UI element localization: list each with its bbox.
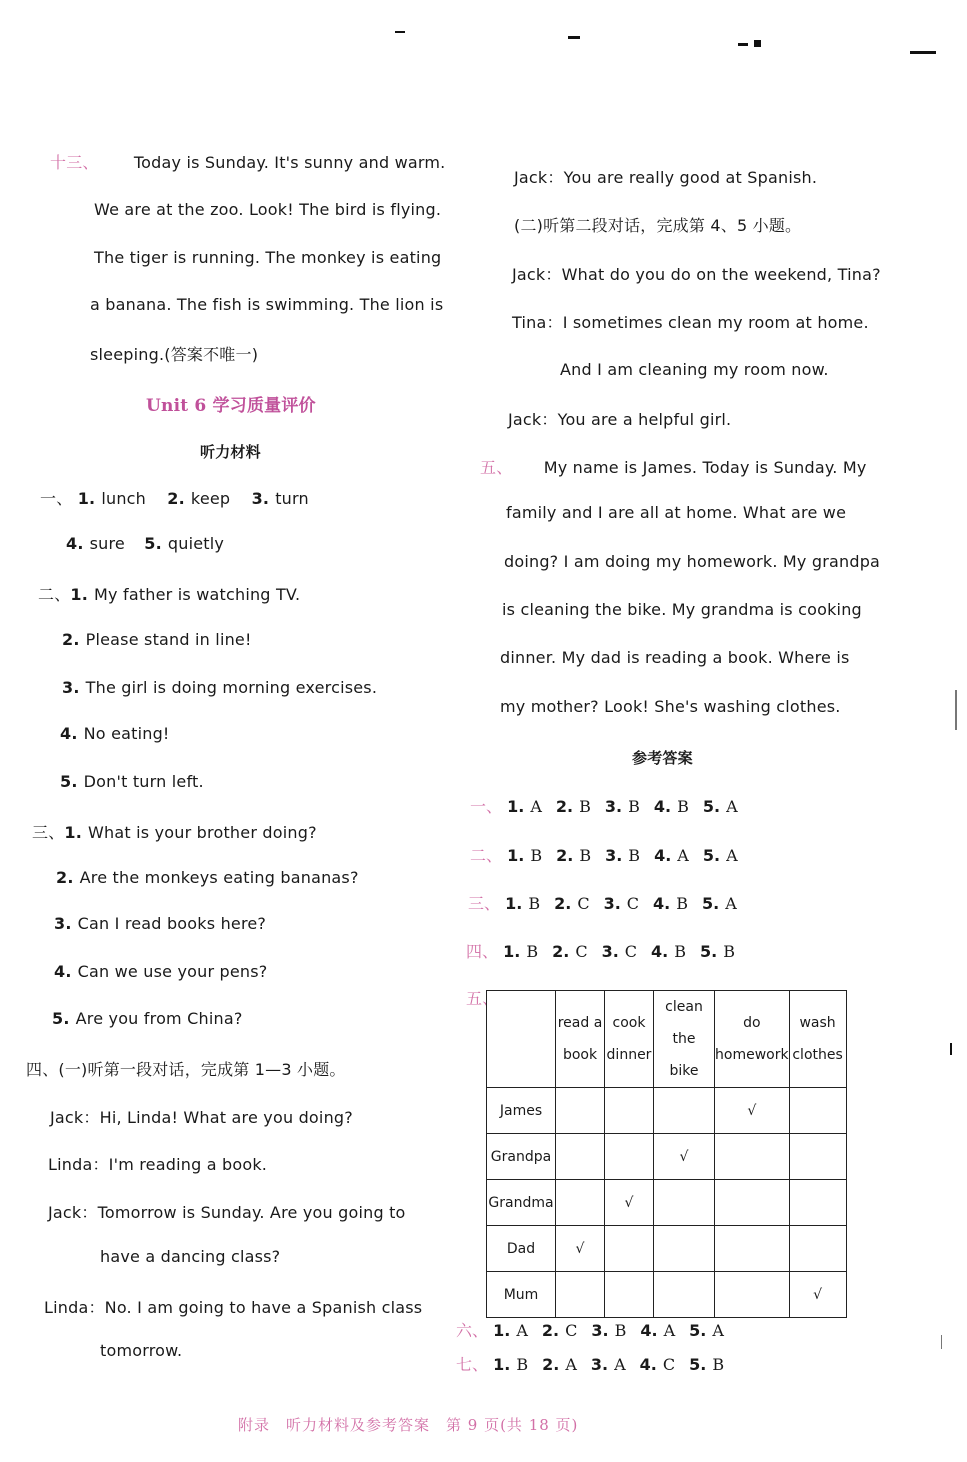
check-cell <box>605 1226 654 1272</box>
scan-mark <box>395 31 405 33</box>
column-header: read a book <box>556 991 605 1088</box>
check-cell <box>556 1134 605 1180</box>
answer-value: A <box>677 846 689 865</box>
item-text: turn <box>275 489 309 508</box>
answer-value: B <box>614 1321 627 1340</box>
answer-row <box>470 794 752 817</box>
item-text: Can we use your pens? <box>77 962 268 981</box>
item-text: Are you from China? <box>75 1009 243 1028</box>
intro-text: (一)听第一段对话，完成第 1—3 小题。 <box>58 1060 346 1079</box>
check-cell <box>605 1088 654 1134</box>
speaker: Jack： <box>50 1108 100 1127</box>
item-number: 1. <box>503 942 521 961</box>
item-text: Can I read books here? <box>77 914 267 933</box>
item-text: keep <box>190 489 231 508</box>
scan-mark <box>941 1335 942 1349</box>
item-number: 5. <box>144 534 162 553</box>
answer-value: B <box>676 894 689 913</box>
item-number: 3. <box>62 678 80 697</box>
check-cell <box>556 1272 605 1318</box>
column-header: cook dinner <box>605 991 654 1088</box>
answer-value: A <box>530 797 542 816</box>
row-label: Grandpa <box>487 1134 556 1180</box>
item-number: 5. <box>689 1321 707 1340</box>
column-header: do homework <box>715 991 790 1088</box>
item-number: 2. <box>56 868 74 887</box>
intro-text: (二)听第二段对话，完成第 4、5 小题。 <box>514 216 802 235</box>
check-cell: √ <box>789 1272 846 1318</box>
section-2-item-4 <box>60 724 170 743</box>
section-marker: 三、 <box>32 823 65 842</box>
check-cell: √ <box>605 1180 654 1226</box>
section-marker: 五、 <box>480 458 513 477</box>
section-marker: 一、 <box>470 797 503 816</box>
answer-value: B <box>526 942 539 961</box>
dialog-text: I sometimes clean my room at home. <box>562 313 869 332</box>
check-cell <box>715 1180 790 1226</box>
section-13 <box>50 150 445 173</box>
dialog-text: tomorrow. <box>100 1341 183 1360</box>
check-cell: √ <box>654 1134 715 1180</box>
item-text: No eating! <box>83 724 170 743</box>
row-label: Dad <box>487 1226 556 1272</box>
section-1-row-1 <box>40 486 309 509</box>
speaker: Linda： <box>48 1155 109 1174</box>
item-number: 3. <box>54 914 72 933</box>
check-cell <box>654 1088 715 1134</box>
section-2-item-2 <box>62 630 252 649</box>
answer-value: B <box>579 797 591 816</box>
item-number: 4. <box>654 846 672 865</box>
dialog-line <box>50 1105 353 1128</box>
section-marker: 四、 <box>466 942 499 961</box>
answer-value: A <box>726 797 738 816</box>
speaker: Jack： <box>48 1203 98 1222</box>
table-row <box>487 1180 847 1226</box>
dialog-line <box>100 1341 182 1360</box>
item-number: 1. <box>507 846 525 865</box>
answer-value: C <box>577 894 590 913</box>
item-number: 5. <box>702 846 721 865</box>
section-2-item-5 <box>60 772 204 791</box>
item-number: 2. <box>62 630 80 649</box>
answer-value: A <box>663 1321 676 1340</box>
section-marker: 四、 <box>26 1060 59 1079</box>
check-cell: √ <box>715 1088 790 1134</box>
section-marker: 三、 <box>468 894 501 913</box>
answer-row <box>456 1352 738 1375</box>
check-cell <box>789 1180 846 1226</box>
check-cell <box>715 1226 790 1272</box>
dialog-text: have a dancing class? <box>100 1247 281 1266</box>
answer-value: B <box>712 1355 725 1374</box>
item-number: 4. <box>653 894 671 913</box>
activity-table <box>486 990 847 1318</box>
answers-title: 参考答案 <box>632 749 693 767</box>
item-text: sure <box>89 534 125 553</box>
item-number: 3. <box>591 1321 609 1340</box>
check-cell <box>556 1180 605 1226</box>
section-3-item-4 <box>54 962 267 981</box>
section-marker: 六、 <box>456 1321 489 1340</box>
answer-row <box>456 1318 738 1341</box>
text-line: doing? I am doing my homework. My grandpa <box>504 552 881 571</box>
dialog-line <box>48 1152 267 1175</box>
answer-row <box>468 891 751 914</box>
text-line: Today is Sunday. It's sunny and warm. <box>133 153 446 172</box>
dialog-line <box>512 310 869 333</box>
item-text: quietly <box>167 534 225 553</box>
check-cell <box>789 1088 846 1134</box>
item-text: The girl is doing morning exercises. <box>85 678 378 697</box>
table-row <box>487 1088 847 1134</box>
text-line: dinner. My dad is reading a book. Where is <box>500 648 850 667</box>
check-cell <box>605 1134 654 1180</box>
item-number: 4. <box>653 797 672 816</box>
answer-value: C <box>575 942 588 961</box>
speaker: Linda： <box>44 1298 105 1317</box>
answer-value: B <box>723 942 735 961</box>
item-number: 3. <box>604 797 623 816</box>
item-number: 5. <box>700 942 718 961</box>
answer-value: A <box>725 894 737 913</box>
item-number: 5. <box>702 894 720 913</box>
item-number: 1. <box>70 585 89 604</box>
check-cell <box>789 1226 846 1272</box>
check-cell <box>715 1272 790 1318</box>
item-number: 3. <box>251 489 270 508</box>
scan-mark <box>754 40 761 47</box>
dialog-text: You are really good at Spanish. <box>563 168 818 187</box>
answer-value: A <box>614 1355 626 1374</box>
item-number: 1. <box>507 797 525 816</box>
check-cell <box>654 1180 715 1226</box>
item-number: 4. <box>639 1355 657 1374</box>
speaker: Jack： <box>514 168 564 187</box>
column-header: clean the bike <box>654 991 715 1088</box>
answer-value: C <box>662 1355 676 1374</box>
scan-mark <box>955 690 957 730</box>
table-header-row <box>487 991 847 1088</box>
dialog-line <box>560 360 829 379</box>
item-number: 4. <box>54 962 72 981</box>
dialog-line <box>44 1295 422 1318</box>
section-marker: 一、 <box>40 489 73 508</box>
item-number: 3. <box>605 846 623 865</box>
speaker: Jack： <box>508 410 558 429</box>
item-number: 2. <box>167 489 185 508</box>
answer-value: B <box>516 1355 529 1374</box>
listening-title: 听力材料 <box>200 443 261 461</box>
section-3-item-3 <box>54 914 266 933</box>
item-number: 3. <box>603 894 621 913</box>
answer-value: A <box>516 1321 528 1340</box>
column-header: wash clothes <box>789 991 846 1088</box>
item-number: 4. <box>651 942 669 961</box>
section-4-intro <box>26 1057 346 1080</box>
answer-value: C <box>626 894 640 913</box>
item-number: 2. <box>542 1355 560 1374</box>
scan-mark <box>950 1043 952 1055</box>
answer-value: C <box>565 1321 578 1340</box>
text-line: My name is James. Today is Sunday. My <box>543 458 867 477</box>
text-line: The tiger is running. The monkey is eating <box>94 248 442 267</box>
item-number: 3. <box>590 1355 609 1374</box>
answer-value: B <box>628 846 641 865</box>
section-marker: 二、 <box>38 585 71 604</box>
item-text: My father is watching TV. <box>94 585 301 604</box>
item-number: 2. <box>541 1321 560 1340</box>
answer-value: B <box>677 797 689 816</box>
text-line: sleeping.(答案不唯一) <box>90 345 259 364</box>
answer-value: A <box>565 1355 577 1374</box>
page-footer: 附录 听力材料及参考答案 第 9 页(共 18 页) <box>238 1416 579 1434</box>
check-cell <box>654 1272 715 1318</box>
dialog-text: And I am cleaning my room now. <box>560 360 829 379</box>
item-number: 1. <box>505 894 523 913</box>
item-number: 1. <box>64 823 83 842</box>
item-number: 4. <box>640 1321 658 1340</box>
answer-value: B <box>674 942 687 961</box>
text-line: family and I are all at home. What are we <box>506 503 847 522</box>
dialog-line <box>512 262 881 285</box>
item-number: 2. <box>552 942 570 961</box>
row-label: James <box>487 1088 556 1134</box>
table-row <box>487 1226 847 1272</box>
dialog-text: I'm reading a book. <box>108 1155 268 1174</box>
dialog-line <box>48 1200 406 1223</box>
item-text: What is your brother doing? <box>88 823 317 842</box>
item-number: 5. <box>52 1009 70 1028</box>
dialog-text: Tomorrow is Sunday. Are you going to <box>97 1203 406 1222</box>
section-marker: 五、 <box>466 989 499 1008</box>
section-5-line <box>480 455 867 478</box>
check-cell <box>789 1134 846 1180</box>
check-cell: √ <box>556 1226 605 1272</box>
answer-value: B <box>628 797 640 816</box>
unit-title: Unit 6 学习质量评价 <box>146 396 316 416</box>
scan-mark <box>910 51 936 54</box>
item-text: Please stand in line! <box>85 630 252 649</box>
section-3-item-2 <box>56 868 359 887</box>
section-3-item-1 <box>32 820 317 843</box>
item-number: 2. <box>554 894 572 913</box>
answer-value: B <box>530 846 543 865</box>
scan-mark <box>568 36 580 39</box>
answer-value: A <box>726 846 738 865</box>
row-label: Grandma <box>487 1180 556 1226</box>
item-number: 2. <box>555 797 574 816</box>
check-cell <box>605 1272 654 1318</box>
check-cell <box>654 1226 715 1272</box>
dialog-text: No. I am going to have a Spanish class <box>104 1298 423 1317</box>
dialog-line <box>514 165 817 188</box>
item-number: 5. <box>689 1355 707 1374</box>
section-3-item-5 <box>52 1009 243 1028</box>
section-marker: 二、 <box>470 846 503 865</box>
row-label: Mum <box>487 1272 556 1318</box>
item-number: 4. <box>60 724 78 743</box>
item-text: lunch <box>101 489 146 508</box>
item-number: 2. <box>556 846 574 865</box>
speaker: Tina： <box>512 313 563 332</box>
section-marker: 十三、 <box>50 153 99 172</box>
text-line: my mother? Look! She's washing clothes. <box>500 697 841 716</box>
section-marker: 七、 <box>456 1355 489 1374</box>
corner-cell <box>487 991 556 1088</box>
item-text: Don't turn left. <box>83 772 204 791</box>
section-2-item-3 <box>62 678 377 697</box>
table-row <box>487 1134 847 1180</box>
dialog-text: Hi, Linda! What are you doing? <box>99 1108 353 1127</box>
text-line: We are at the zoo. Look! The bird is flying. <box>94 200 442 219</box>
item-number: 1. <box>77 489 96 508</box>
answer-value: B <box>528 894 541 913</box>
scan-mark <box>738 43 748 46</box>
answer-value: C <box>624 942 638 961</box>
item-number: 3. <box>601 942 619 961</box>
dialog-line <box>100 1247 280 1266</box>
answer-value: A <box>712 1321 724 1340</box>
item-text: Are the monkeys eating bananas? <box>79 868 359 887</box>
check-cell <box>715 1134 790 1180</box>
answer-row <box>470 843 752 866</box>
check-cell <box>556 1088 605 1134</box>
item-number: 1. <box>493 1355 511 1374</box>
dialog-line <box>508 407 731 430</box>
table-row <box>487 1272 847 1318</box>
section-1-row-2 <box>66 534 224 553</box>
item-number: 1. <box>493 1321 511 1340</box>
speaker: Jack： <box>512 265 562 284</box>
section-2-item-1 <box>38 582 300 605</box>
dialog-text: What do you do on the weekend, Tina? <box>561 265 881 284</box>
answer-row <box>466 939 749 962</box>
answer-value: B <box>579 846 592 865</box>
item-number: 5. <box>60 772 78 791</box>
dialog-text: You are a helpful girl. <box>557 410 732 429</box>
item-number: 4. <box>66 534 84 553</box>
item-number: 5. <box>702 797 721 816</box>
text-line: is cleaning the bike. My grandma is cooking <box>502 600 862 619</box>
text-line: a banana. The fish is swimming. The lion is <box>90 295 444 314</box>
